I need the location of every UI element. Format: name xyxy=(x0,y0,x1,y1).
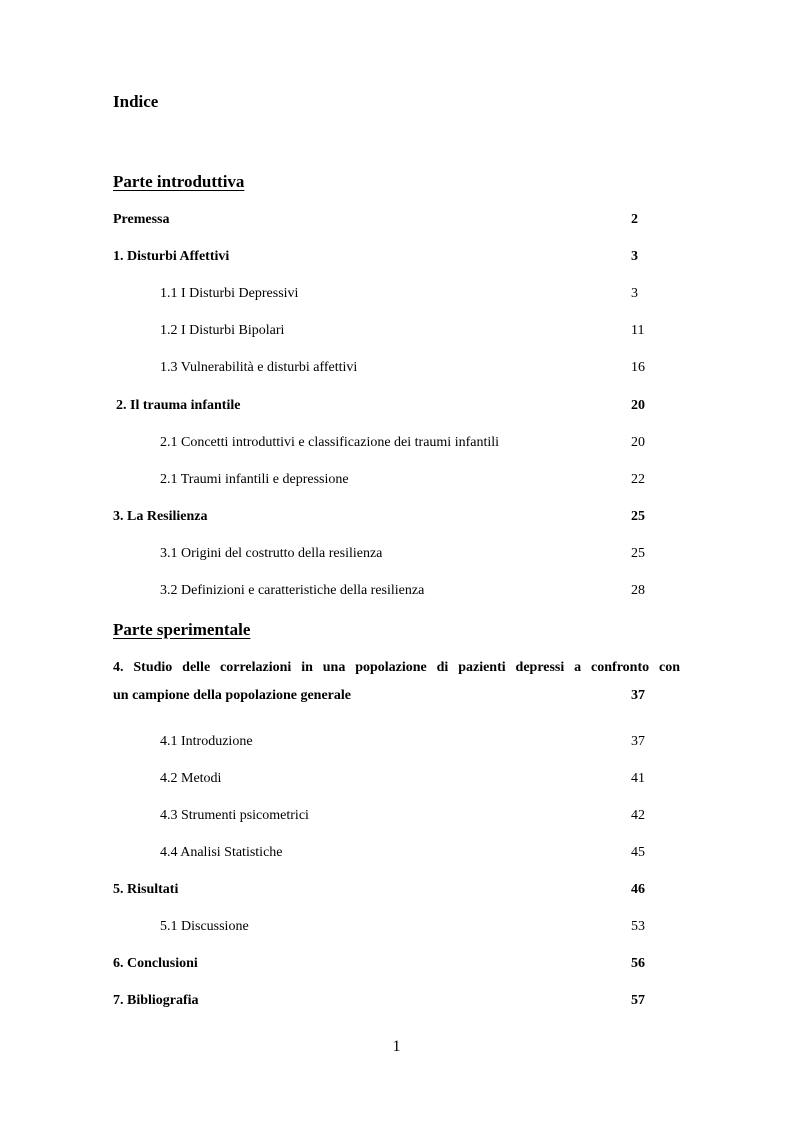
toc-subentry: 1.2 I Disturbi Bipolari xyxy=(160,323,285,338)
toc-page: 16 xyxy=(631,360,645,375)
toc-page: 20 xyxy=(631,435,645,450)
toc-page: 25 xyxy=(631,509,645,524)
toc-subentry: 4.2 Metodi xyxy=(160,771,222,786)
page-title: Indice xyxy=(113,92,159,111)
toc-entry: 3. La Resilienza xyxy=(113,509,208,524)
toc-subentry: 2.1 Concetti introduttivi e classificazione dei traumi infantili xyxy=(160,435,500,450)
toc-page: 25 xyxy=(631,546,645,561)
toc-entry: Premessa xyxy=(113,212,170,227)
toc-subentry: 5.1 Discussione xyxy=(160,919,249,934)
toc-entry: 5. Risultati xyxy=(113,882,179,897)
toc-subentry: 1.3 Vulnerabilità e disturbi affettivi xyxy=(160,360,358,375)
toc-page: 28 xyxy=(631,583,645,598)
toc-entry-line1: 4. Studio delle correlazioni in una popolazione di pazienti depressi a confronto con xyxy=(113,660,680,675)
toc-entry: 6. Conclusioni xyxy=(113,956,198,971)
toc-subentry: 4.3 Strumenti psicometrici xyxy=(160,808,309,823)
toc-page: 45 xyxy=(631,845,645,860)
toc-entry: 2. Il trauma infantile xyxy=(116,398,241,413)
toc-page: 41 xyxy=(631,771,645,786)
toc-page: 20 xyxy=(631,398,645,413)
toc-page: 53 xyxy=(631,919,645,934)
part-heading-introduttiva: Parte introduttiva xyxy=(113,172,245,191)
toc-entry: 1. Disturbi Affettivi xyxy=(113,249,230,264)
page-number: 1 xyxy=(392,1038,401,1055)
toc-subentry: 3.1 Origini del costrutto della resilienza xyxy=(160,546,383,561)
toc-subentry: 4.1 Introduzione xyxy=(160,734,253,749)
toc-subentry: 2.1 Traumi infantili e depressione xyxy=(160,472,349,487)
toc-page: 42 xyxy=(631,808,645,823)
toc-page: 56 xyxy=(631,956,645,971)
toc-page: 22 xyxy=(631,472,645,487)
toc-subentry: 1.1 I Disturbi Depressivi xyxy=(160,286,299,301)
toc-page: 37 xyxy=(631,688,645,703)
toc-page: 2 xyxy=(631,212,638,227)
toc-page: 3 xyxy=(631,286,638,301)
toc-page: 37 xyxy=(631,734,645,749)
toc-subentry: 3.2 Definizioni e caratteristiche della resilienza xyxy=(160,583,425,598)
toc-page: 3 xyxy=(631,249,638,264)
toc-page: 11 xyxy=(631,323,645,338)
toc-entry: 7. Bibliografia xyxy=(113,993,199,1008)
toc-entry-line2: un campione della popolazione generale xyxy=(113,688,351,703)
toc-page: 46 xyxy=(631,882,645,897)
toc-page: 57 xyxy=(631,993,645,1008)
part-heading-sperimentale: Parte sperimentale xyxy=(113,620,251,639)
toc-subentry: 4.4 Analisi Statistiche xyxy=(160,845,283,860)
